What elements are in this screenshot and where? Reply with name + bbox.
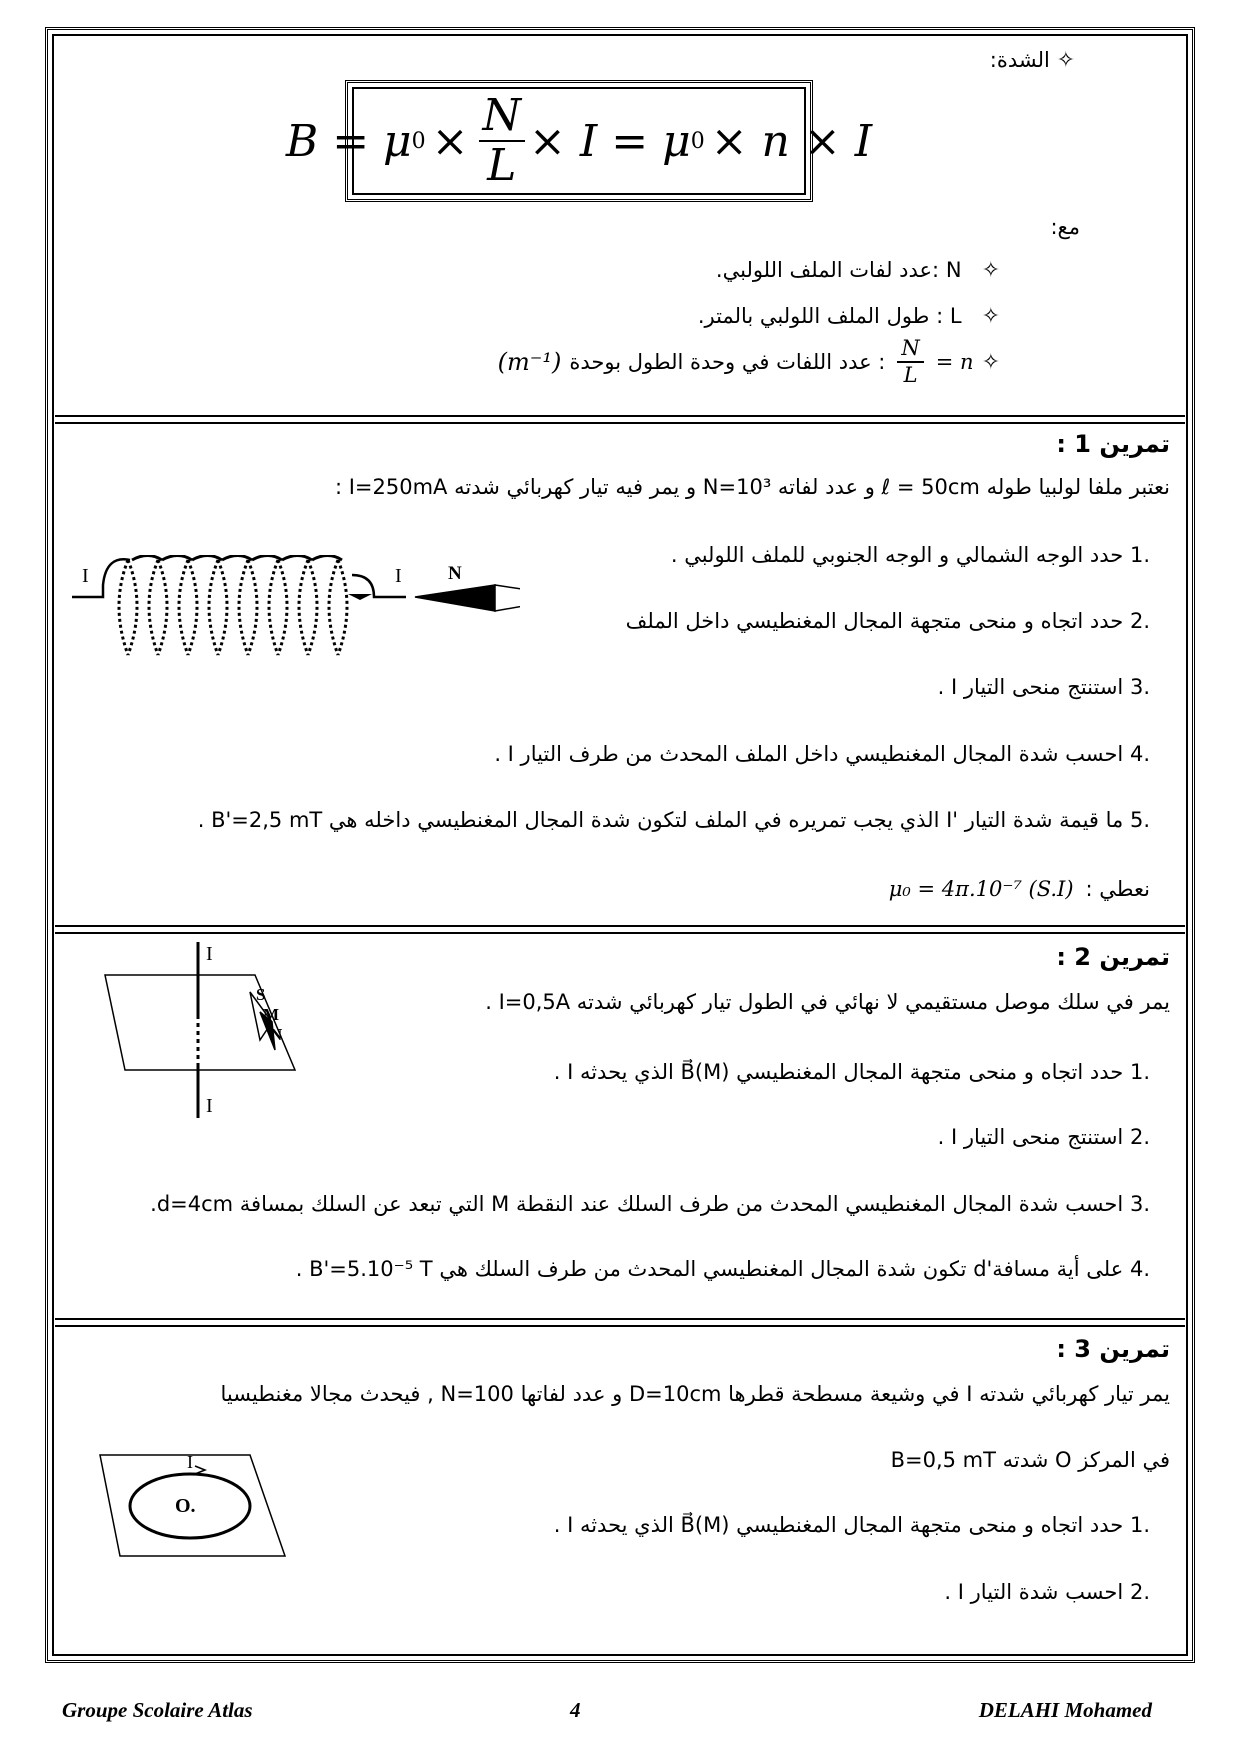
star-icon: ✧ [981, 304, 1000, 329]
formula-den: L [487, 140, 517, 191]
solenoid-current-right: I [395, 565, 402, 587]
exercise-3-intro2: في المركز O شدته B=0,5 mT [890, 1448, 1170, 1472]
formula-lhs: B = μ [285, 115, 412, 167]
exercise-3-q2: .2 احسب شدة التيار I . [944, 1580, 1150, 1604]
lead-marker [348, 594, 372, 600]
main-formula [285, 87, 873, 195]
definition-1-text: N :عدد لفات الملف اللولبي. [715, 258, 962, 282]
exercise-2-intro: يمر في سلك موصل مستقيمي لا نهائي في الطول تيار كهربائي شدته I=0,5A . [485, 990, 1170, 1014]
needle-north-label: N [448, 563, 462, 584]
exercise-2-q1: .1 حدد اتجاه و منحى متجهة المجال المغنطيسي B⃗(M) الذي يحدثه I . [553, 1060, 1150, 1084]
formula-sub-0b: 0 [690, 128, 705, 154]
separator-3 [55, 1318, 1185, 1327]
exercise-2-q3: .3 احسب شدة المجال المغنطيسي المحدث من طرف السلك عند النقطة M التي تبعد عن السلك بمسافة d=4cm. [150, 1192, 1150, 1216]
exercise-1-q5: .5 ما قيمة شدة التيار 'I الذي يجب تمريره في الملف لتكون شدة المجال المغنطيسي داخله هي B'=2,5 mT . [197, 808, 1150, 832]
exercise-1-q4: .4 احسب شدة المجال المغنطيسي داخل الملف المحدث من طرف التيار I . [494, 742, 1150, 766]
footer-author: DELAHI Mohamed [978, 1698, 1152, 1722]
compass-needle-white [495, 585, 520, 611]
wire-current-bottom: I [206, 1095, 213, 1117]
definition-3-num: N [897, 338, 923, 363]
definition-3-fraction [897, 338, 923, 386]
exercise-1-intro: نعتبر ملفا لولبيا طوله ℓ = 50cm و عدد لفاته N=10³ و يمر فيه تيار كهربائي شدته I=250mA : [334, 475, 1170, 499]
exercise-3-title: تمرين 3 : [1056, 1335, 1170, 1363]
formula-times: × [431, 115, 469, 167]
definition-3-unit: (m⁻¹) [497, 348, 562, 376]
formula-sub-0: 0 [411, 128, 426, 154]
star-icon: ✧ [981, 349, 1000, 375]
definition-3-den: L [903, 363, 918, 387]
definition-3-text: : عدد اللفات في وحدة الطول بوحدة [569, 350, 886, 374]
star-icon: ✧ [981, 258, 1000, 283]
exercise-3-intro: يمر تيار كهربائي شدته I في وشيعة مسطحة قطرها D=10cm و عدد لفاتها N=100 , فيحدث مجالا مغنطيسيا [220, 1382, 1170, 1406]
formula-tail: × n × I [710, 115, 873, 167]
star-icon: ✧ [1056, 48, 1075, 73]
footer-page-number: 4 [570, 1698, 581, 1722]
compass-needle-black [415, 585, 495, 611]
exercise-2-title: تمرين 2 : [1056, 943, 1170, 971]
formula-num: N [479, 94, 526, 142]
exercise-3-q1: .1 حدد اتجاه و منحى متجهة المجال المغنطيسي B⃗(M) الذي يحدثه I . [553, 1513, 1150, 1537]
separator-2 [55, 925, 1185, 934]
needle-s-label: S [256, 985, 266, 1004]
given-label: نعطي : [1085, 877, 1150, 901]
intensity-label: الشدة: [989, 48, 1050, 72]
solenoid-figure [70, 555, 520, 665]
definition-1 [716, 258, 1000, 283]
given-value: μ₀ = 4π.10⁻⁷ (S.I) [888, 877, 1074, 901]
wire-current-top: I [206, 943, 213, 965]
definition-3 [498, 338, 1000, 386]
formula-mid: × I = μ [529, 115, 691, 167]
definition-2 [698, 304, 1000, 329]
solenoid-current-left: I [82, 565, 89, 587]
separator-1 [55, 415, 1185, 424]
intensity-heading [990, 48, 1075, 73]
exercise-1-q2: .2 حدد اتجاه و منحى متجهة المجال المغنطيسي داخل الملف [625, 609, 1150, 633]
with-label: مع: [1050, 215, 1080, 239]
page-frame-inner [52, 34, 1188, 1656]
exercise-1-q3: .3 استنتج منحى التيار I . [937, 675, 1150, 699]
definition-3-var: n = [935, 350, 974, 374]
solenoid-coils [119, 556, 347, 656]
exercise-1-title: تمرين 1 : [1056, 430, 1170, 458]
definition-2-text: L : طول الملف اللولبي بالمتر. [697, 304, 962, 328]
formula-fraction [479, 90, 526, 191]
coil-plane-figure [95, 1450, 295, 1560]
wire-plane-figure [100, 940, 300, 1120]
exercise-2-q4: .4 على أية مسافة'd تكون شدة المجال المغنطيسي المحدث من طرف السلك هي B'=5.10⁻⁵ T . [295, 1257, 1150, 1281]
exercise-1-q1: .1 حدد الوجه الشمالي و الوجه الجنوبي للملف اللولبي . [670, 543, 1150, 567]
coil-current-arrow [195, 1466, 205, 1474]
coil-center-label: O. [175, 1495, 196, 1517]
exercise-2-q2: .2 استنتج منحى التيار I . [937, 1125, 1150, 1149]
coil-current-label: I [187, 1452, 193, 1472]
point-m-label: M [263, 1005, 280, 1024]
exercise-1-given [889, 877, 1150, 901]
footer-school: Groupe Scolaire Atlas [62, 1698, 253, 1722]
needle-n-label: N [270, 1025, 283, 1044]
